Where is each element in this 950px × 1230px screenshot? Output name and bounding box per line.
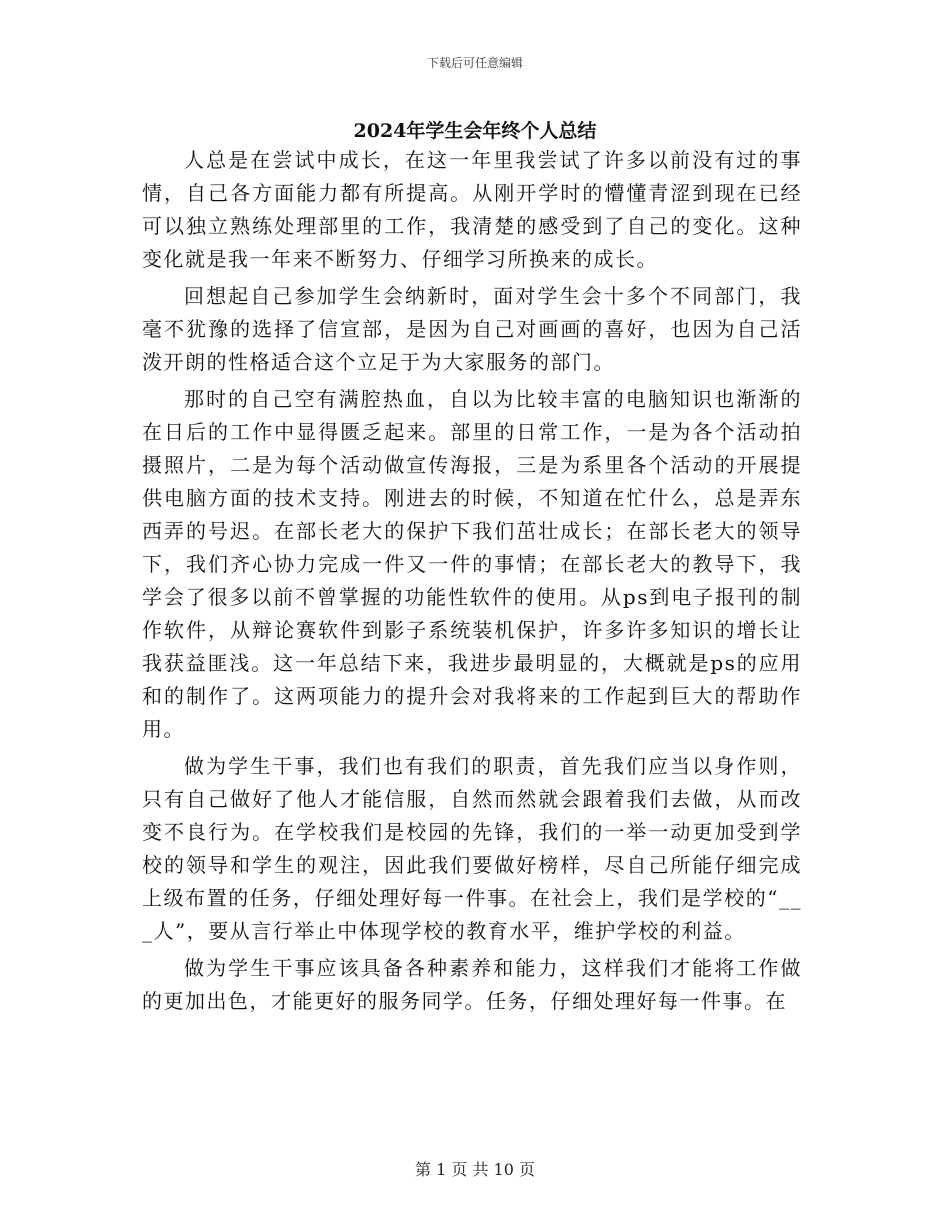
paragraph: 那时的自己空有满腔热血，自以为比较丰富的电脑知识也渐渐的在日后的工作中显得匮乏起来。部里的日常工作，一是为各个活动拍摄照片，二是为每个活动做宣传海报，三是为系里各个活动的开展提供电脑方面的技术支持。刚进去的时候，不知道在忙什么，总是弄东西弄的号迟。在部长老大的保护下我们茁壮成长；在部长老大的领导下，我们齐心协力完成一件又一件的事情；在部长老大的教导下，我学会了很多以前不曾掌握的功能性软件的使用。从ps到电子报刊的制作软件，从辩论赛软件到影子系统装机保护，许多许多知识的增长让我获益匪浅。这一年总结下来，我进步最明显的，大概就是ps的应用和的制作了。这两项能力的提升会对我将来的工作起到巨大的帮助作用。 <box>142 387 802 741</box>
document-body <box>142 144 802 1018</box>
download-note: 下载后可任意编辑 <box>426 56 523 70</box>
paragraph: 人总是在尝试中成长，在这一年里我尝试了许多以前没有过的事情，自己各方面能力都有所提高。从刚开学时的懵懂青涩到现在已经可以独立熟练处理部里的工作，我清楚的感受到了自己的变化。这种变化就是我一年来不断努力、仔细学习所换来的成长。 <box>142 148 802 271</box>
paragraph: 做为学生干事应该具备各种素养和能力，这样我们才能将工作做的更加出色，才能更好的服务同学。任务，仔细处理好每一件事。在 <box>142 956 802 1013</box>
paragraph: 回想起自己参加学生会纳新时，面对学生会十多个不同部门，我毫不犹豫的选择了信宣部，是因为自己对画画的喜好，也因为自己活泼开朗的性格适合这个立足于为大家服务的部门。 <box>142 284 802 374</box>
page-number: 第 1 页 共 10 页 <box>415 1160 535 1179</box>
document-title: 2024年学生会年终个人总结 <box>353 120 597 142</box>
paragraph: 做为学生干事，我们也有我们的职责，首先我们应当以身作则，只有自己做好了他人才能信服，自然而然就会跟着我们去做，从而改变不良行为。在学校我们是校园的先锋，我们的一举一动更加受到学校的领导和学生的观注，因此我们要做好榜样，尽自己所能仔细完成上级布置的任务，仔细处理好每一件事。在社会上，我们是学校的“___人”，要从言行举止中体现学校的教育水平，维护学校的利益。 <box>142 754 802 943</box>
